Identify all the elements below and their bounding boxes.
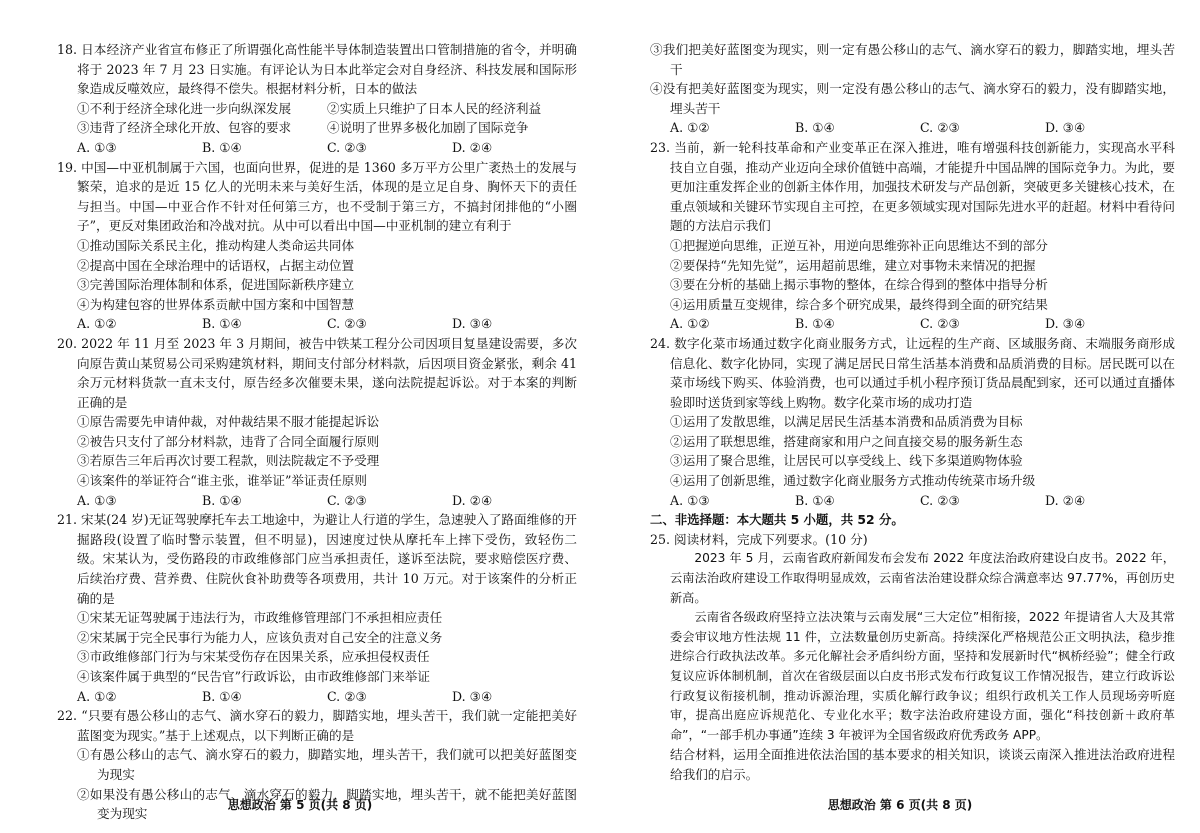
question-20-option-3: ③若原告三年后再次讨要工程款，则法院裁定不予受理 [77, 453, 380, 469]
question-18-option-3: ③违背了经济全球化开放、包容的要求 [77, 120, 292, 136]
question-24-option-2: ②运用了联想思维，搭建商家和用户之间直接交易的服务新生态 [670, 433, 1023, 449]
material-paragraph-2: 云南省各级政府坚持立法决策与云南发展“三大定位”相衔接，2022 年提请省人大及其常委会审议地方性法规 11 件，立法数量创历史新高。持续深化严格规范公正文明执法，稳步推进综合行政执法改革。多元化解社会矛盾纠纷方面，坚持和发展新时代“枫桥经验”；健全行政复议应诉体制机制，首次在省级层面以白皮书形式发布行政复议工作情况报告，建立行政诉讼行政复议衔接机制，推动诉源治理，实质化解行政争议；组织行政机关工作人员现场旁听庭审，提高出庭应诉规范化、专业化水平；数字法治政府建设方面，强化“科技创新＋政府革命”，“一部手机办事通”连续 3 年被评为全国省级政府优秀政务 APP。 [670, 610, 1175, 742]
question-25 [650, 530, 1175, 785]
question-22-choices [650, 118, 1175, 138]
question-18-stem: 18. 日本经济产业省宣布修正了所谓强化高性能半导体制造装置出口管制措施的省令，并明确将于 2023 年 7 月 23 日实施。有评论认为日本此举定会对自身经济、科技发展和国际形象造成反噬效应，最终得不偿失。根据材料分析，日本的做法 [57, 42, 577, 97]
section-heading-non-choice: 二、非选择题：本大题共 5 小题，共 52 分。 [650, 512, 904, 528]
choice-d: D. ②④ [452, 139, 493, 155]
question-24-option-3: ③运用了聚合思维，让居民可以享受线上、线下多渠道购物体验 [670, 453, 1023, 469]
question-19-choices [57, 314, 577, 334]
question-23-stem: 23. 当前，新一轮科技革命和产业变革正在深入推进，唯有增强科技创新能力，实现高水平科技自立自强，推动产业迈向全球价值链中高端，才能提升中国品牌的国际竞争力。为此，要更加注重发挥企业的创新主体作用，加强技术研发与产品创新，突破更多关键核心技术，在重点领域和关键环节实现自主可控，在更多领域实现对国际先进水平的赶超。材料中看待问题的方法启示我们 [650, 139, 1175, 234]
question-21-choices [57, 687, 577, 707]
question-21-option-1: ①宋某无证驾驶属于违法行为，市政维修管理部门不承担相应责任 [77, 610, 443, 626]
question-19-option-2: ②提高中国在全球治理中的话语权，占据主动位置 [77, 257, 355, 273]
question-18-option-1: ①不利于经济全球化进一步向纵深发展 [77, 100, 292, 116]
question-25-task: 结合材料，运用全面推进依法治国的基本要求的相关知识，谈谈云南深入推进法治政府进程给我们的启示。 [670, 747, 1175, 782]
question-22-continued [650, 40, 1175, 138]
question-22-option-1: ①有愚公移山的志气、滴水穿石的毅力，脚踏实地，埋头苦干，我们就可以把美好蓝图变为现实 [77, 747, 577, 782]
choice-c: C. ②③ [327, 316, 367, 332]
question-18-option-2: ②实质上只维护了日本人民的经济利益 [327, 100, 542, 116]
choice-b: B. ①④ [795, 316, 835, 332]
material-paragraph-1: 2023 年 5 月，云南省政府新闻发布会发布 2022 年度法治政府建设白皮书。2022 年，云南法治政府建设工作取得明显成效，云南省法治建设群众综合满意率达 97.77%，再创历史新高。 [670, 551, 1175, 605]
question-20-option-2: ②被告只支付了部分材料款，违背了合同全面履行原则 [77, 433, 380, 449]
choice-a: A. ①③ [670, 492, 710, 508]
choice-a: A. ①② [77, 688, 117, 704]
question-22-option-2: ②如果没有愚公移山的志气、滴水穿石的毅力，脚踏实地，埋头苦干，就不能把美好蓝图变为现实 [77, 786, 577, 822]
choice-d: D. ③④ [452, 688, 493, 704]
question-19-option-3: ③完善国际治理体制和体系，促进国际新秩序建立 [77, 277, 355, 293]
choice-d: D. ③④ [1045, 316, 1086, 332]
question-20-stem: 20. 2022 年 11 月至 2023 年 3 月期间，被告中铁某工程分公司因项目复垦建设需要，多次向原告黄山某贸易公司采购建筑材料，期间支付部分材料款，后因项目资金紧张，剩余 41 余万元材料货款一直未支付，原告经多次催要未果，遂向法院提起诉讼。对于本案的判断正确的是 [57, 335, 577, 410]
choice-d: D. ③④ [452, 316, 493, 332]
question-22-option-4: ④没有把美好蓝图变为现实，则一定没有愚公移山的志气、滴水穿石的毅力，没有脚踏实地，埋头苦干 [650, 81, 1175, 116]
question-18 [57, 40, 577, 158]
choice-a: A. ①② [670, 316, 710, 332]
question-20-option-4: ④该案件的举证符合“谁主张，谁举证”举证责任原则 [77, 473, 367, 489]
choice-b: B. ①④ [202, 316, 242, 332]
choice-d: D. ②④ [452, 492, 493, 508]
choice-c: C. ②③ [327, 139, 367, 155]
question-19-option-4: ④为构建包容的世界体系贡献中国方案和中国智慧 [77, 296, 355, 312]
choice-a: A. ①② [670, 120, 710, 136]
question-21 [57, 510, 577, 706]
choice-a: A. ①③ [77, 139, 117, 155]
question-24-option-4: ④运用了创新思维，通过数字化商业服务方式推动传统菜市场升级 [670, 473, 1036, 489]
question-18-choices [57, 138, 577, 158]
question-23-choices [650, 314, 1175, 334]
question-23-option-4: ④运用质量互变规律，综合多个研究成果，最终得到全面的研究结果 [670, 296, 1048, 312]
question-22-option-3: ③我们把美好蓝图变为现实，则一定有愚公移山的志气、滴水穿石的毅力，脚踏实地，埋头苦干 [650, 42, 1175, 77]
page-6-content [650, 40, 1175, 785]
question-20-option-1: ①原告需要先申请仲裁，对仲裁结果不服才能提起诉讼 [77, 414, 380, 430]
page-5-content [57, 40, 577, 824]
question-19-option-1: ①推动国际关系民主化，推动构建人类命运共同体 [77, 237, 355, 253]
choice-a: A. ①③ [77, 492, 117, 508]
choice-c: C. ②③ [327, 688, 367, 704]
question-19-stem: 19. 中国—中亚机制属于六国，也面向世界，促进的是 1360 多万平方公里广袤热土的发展与繁荣，追求的是近 15 亿人的光明未来与美好生活，体现的是立足自身、胸怀天下的责任与担当。中国—中亚合作不针对任何第三方，也不受制于第三方，不搞封闭排他的“小圈子”，更反对集团政治和冷战对抗。从中可以看出中国—中亚机制的建立有利于 [57, 159, 577, 234]
exam-page-6 [600, 0, 1200, 833]
choice-b: B. ①④ [202, 139, 242, 155]
question-19 [57, 158, 577, 334]
question-23-option-3: ③要在分析的基础上揭示事物的整体，在综合得到的整体中指导分析 [670, 277, 1048, 293]
page-5-footer: 思想政治 第 5 页(共 8 页) [227, 798, 373, 812]
question-25-heading: 25. 阅读材料，完成下列要求。(10 分) [650, 531, 868, 547]
choice-d: D. ②④ [1045, 492, 1086, 508]
question-18-option-4: ④说明了世界多极化加剧了国际竞争 [327, 120, 529, 136]
question-23-option-2: ②要保持“先知先觉”，运用超前思维，建立对事物未来情况的把握 [670, 257, 1036, 273]
question-24 [650, 334, 1175, 510]
question-24-choices [650, 491, 1175, 511]
choice-b: B. ①④ [795, 492, 835, 508]
choice-b: B. ①④ [202, 688, 242, 704]
choice-b: B. ①④ [795, 120, 835, 136]
choice-a: A. ①② [77, 316, 117, 332]
question-24-option-1: ①运用了发散思维，以满足居民生活基本消费和品质消费为目标 [670, 414, 1023, 430]
question-20-choices [57, 491, 577, 511]
question-21-option-3: ③市政维修部门行为与宋某受伤存在因果关系，应承担侵权责任 [77, 649, 430, 665]
choice-c: C. ②③ [920, 492, 960, 508]
choice-d: D. ③④ [1045, 120, 1086, 136]
question-23 [650, 138, 1175, 334]
question-21-stem: 21. 宋某(24 岁)无证驾驶摩托车去工地途中，为避让人行道的学生，急速驶入了路面维修的开掘路段(设置了临时警示装置，但不明显)，因速度过快从摩托车上摔下受伤，致轻伤二级。宋某认为，受伤路段的市政维修部门应当承担责任，遂诉至法院，要求赔偿医疗费、后续治疗费、营养费、住院伙食补助费等各项费用，共计 10 万元。对于该案件的分析正确的是 [57, 512, 577, 606]
page-6-footer: 思想政治 第 6 页(共 8 页) [827, 798, 973, 812]
choice-c: C. ②③ [327, 492, 367, 508]
question-24-stem: 24. 数字化菜市场通过数字化商业服务方式，让远程的生产商、区域服务商、末端服务商形成信息化、数字化协同，实现了满足居民日常生活基本消费和品质消费的目标。居民既可以在菜市场线下购买、体验消费，也可以通过手机小程序预订货品晨配到家，还可以通过直播体验即时送货到家等线上购物。数字化菜市场的成功打造 [650, 335, 1175, 410]
question-21-option-4: ④该案件属于典型的“民告官”行政诉讼，由市政维修部门来举证 [77, 669, 430, 684]
question-25-material [650, 549, 1175, 745]
question-22-stem: 22. “只要有愚公移山的志气、滴水穿石的毅力，脚踏实地，埋头苦干，我们就一定能把美好蓝图变为现实。”基于上述观点，以下判断正确的是 [57, 708, 577, 743]
choice-c: C. ②③ [920, 316, 960, 332]
question-21-option-2: ②宋某属于完全民事行为能力人，应该负责对自己安全的注意义务 [77, 629, 443, 645]
choice-b: B. ①④ [202, 492, 242, 508]
question-23-option-1: ①把握逆向思维，正逆互补，用逆向思维弥补正向思维达不到的部分 [670, 237, 1048, 253]
choice-c: C. ②③ [920, 120, 960, 136]
question-20 [57, 334, 577, 510]
